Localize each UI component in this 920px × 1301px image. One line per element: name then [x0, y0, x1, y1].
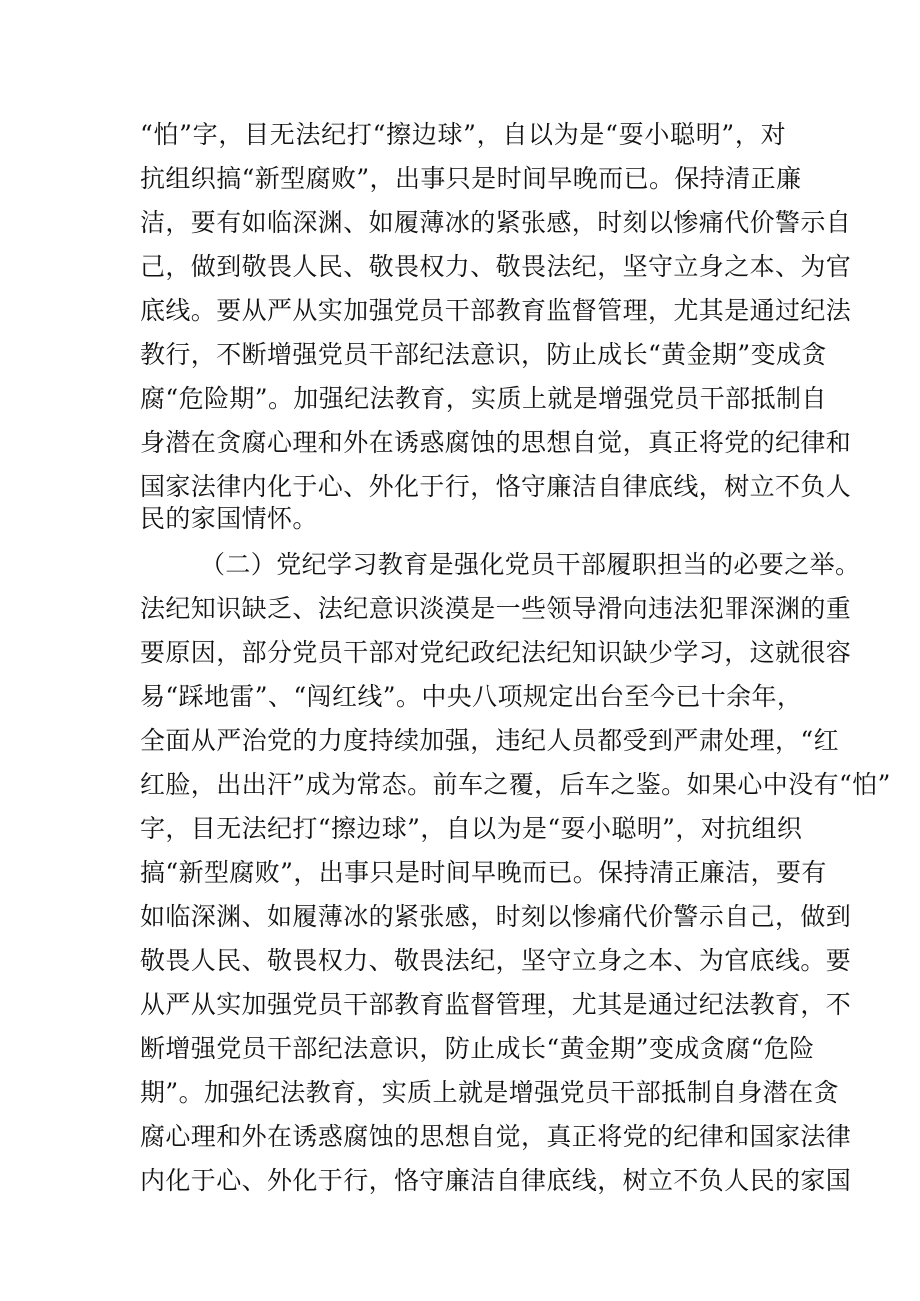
- paragraph-line: 全面从严治党的力度持续加强，违纪人员都受到严肃处理，“红: [140, 726, 839, 755]
- paragraph-line: “怕”字，目无法纪打“擦边球”，自以为是“耍小聪明”，对: [140, 120, 786, 149]
- paragraph-line: 字，目无法纪打“擦边球”，自以为是“耍小聪明”，对抗组织: [140, 814, 803, 843]
- paragraph-line: 断增强党员干部纪法意识，防止成长“黄金期”变成贪腐“危险: [140, 1034, 815, 1063]
- paragraph-line: 法纪知识缺乏、法纪意识淡漠是一些领导滑向违法犯罪深渊的重: [140, 594, 852, 623]
- paragraph-line: 抗组织搞“新型腐败”，出事只是时间早晚而已。保持清正廉: [140, 164, 802, 193]
- paragraph-line: 内化于心、外化于行，恪守廉洁自律底线，树立不负人民的家国: [140, 1166, 852, 1195]
- paragraph-line: 从严从实加强党员干部教育监督管理，尤其是通过纪法教育，不: [140, 990, 852, 1019]
- paragraph-line: 腐“危险期”。加强纪法教育，实质上就是增强党员干部抵制自: [140, 384, 827, 413]
- paragraph-line: 红脸，出出汗”成为常态。前车之覆，后车之鉴。如果心中没有“怕”: [140, 770, 891, 799]
- paragraph-line: 搞“新型腐败”，出事只是时间早晚而已。保持清正廉洁，要有: [140, 858, 827, 887]
- section-heading-line: （二）党纪学习教育是强化党员干部履职担当的必要之举。: [200, 550, 861, 579]
- paragraph-line: 期”。加强纪法教育，实质上就是增强党员干部抵制自身潜在贪: [140, 1078, 839, 1107]
- paragraph-line: 要原因，部分党员干部对党纪政纪法纪知识缺少学习，这就很容: [140, 638, 852, 667]
- paragraph-line: 教行，不断增强党员干部纪法意识，防止成长“黄金期”变成贪: [140, 340, 827, 369]
- paragraph-end-line: 民的家国情怀。: [140, 504, 318, 533]
- paragraph-line: 如临深渊、如履薄冰的紧张感，时刻以惨痛代价警示自己，做到: [140, 902, 852, 931]
- paragraph-line: 洁，要有如临深渊、如履薄冰的紧张感，时刻以惨痛代价警示自: [140, 208, 852, 237]
- paragraph-line: 敬畏人民、敬畏权力、敬畏法纪，坚守立身之本、为官底线。要: [140, 946, 852, 975]
- paragraph-line: 己，做到敬畏人民、敬畏权力、敬畏法纪，坚守立身之本、为官: [140, 252, 852, 281]
- paragraph-line: 底线。要从严从实加强党员干部教育监督管理，尤其是通过纪法: [140, 296, 852, 325]
- paragraph-line: 易“踩地雷”、“闯红线”。中央八项规定出台至今已十余年，: [140, 682, 803, 711]
- paragraph-line: 国家法律内化于心、外化于行，恪守廉洁自律底线，树立不负人: [140, 472, 852, 501]
- paragraph-line: 腐心理和外在诱惑腐蚀的思想自觉，真正将党的纪律和国家法律: [140, 1122, 852, 1151]
- paragraph-line: 身潜在贪腐心理和外在诱惑腐蚀的思想自觉，真正将党的纪律和: [140, 428, 852, 457]
